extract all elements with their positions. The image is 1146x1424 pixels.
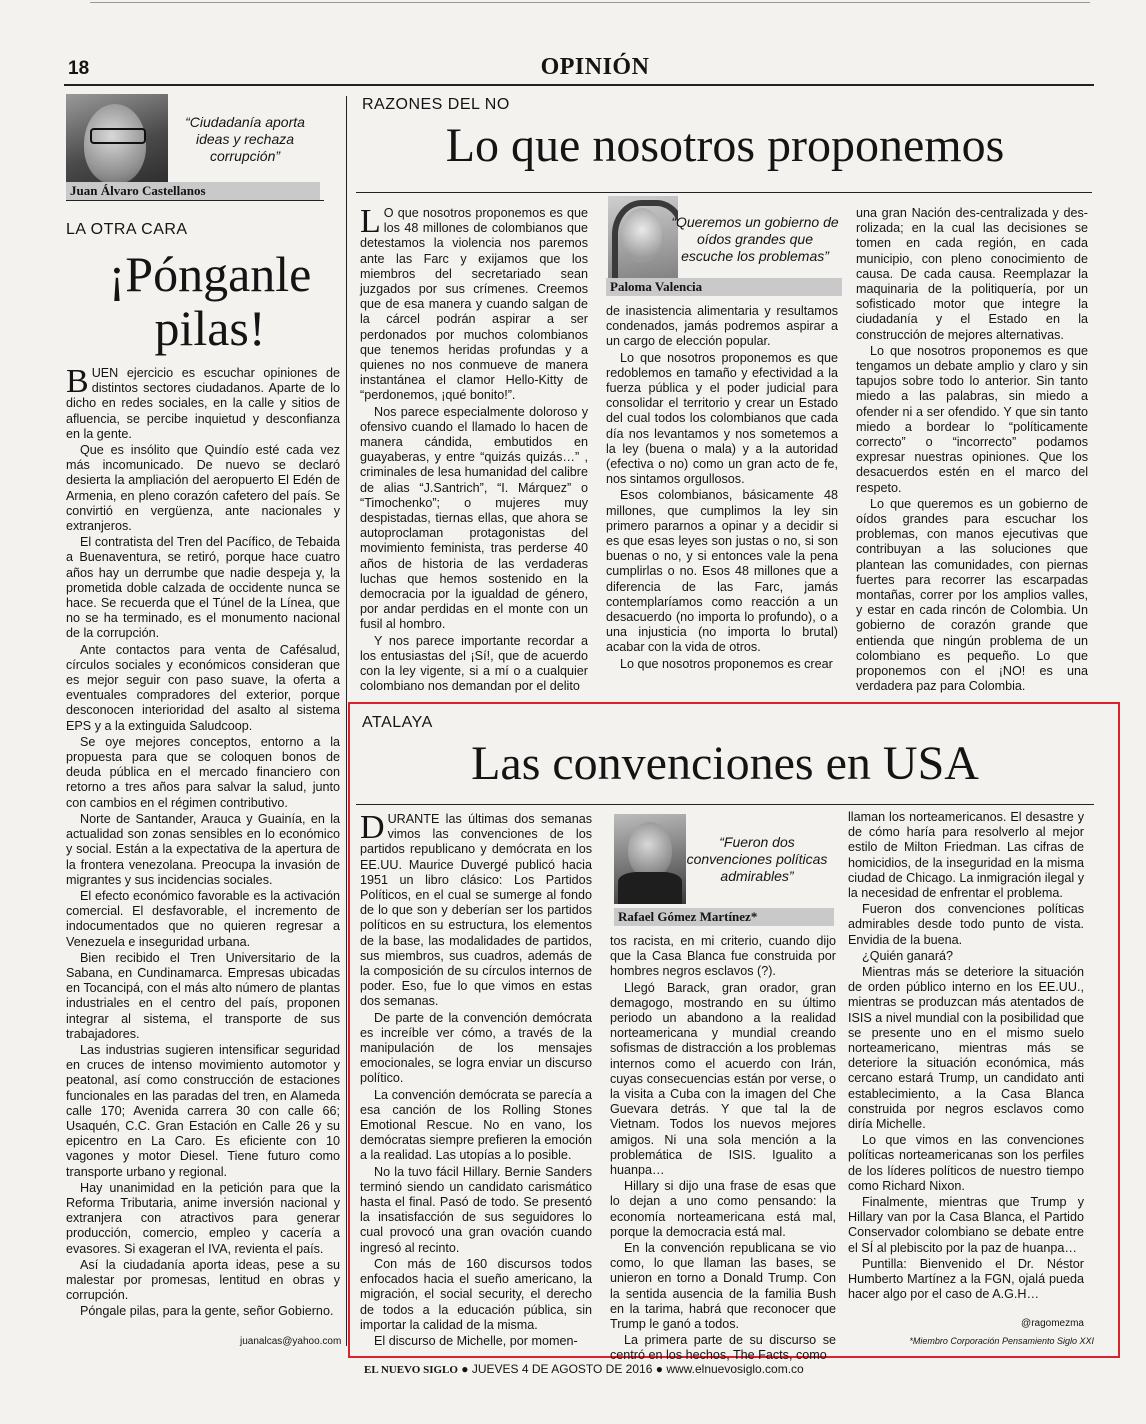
top-edge-rule xyxy=(90,2,1090,3)
bottom-paragraph: La convención demócrata se parecía a esa canción de los Rolling Stones Emotional Rescue. No en vano, los demócratas siempre prefieren la emoción a la realidad. Las utopías a lo posible. xyxy=(360,1087,592,1163)
footer-bullet-icon: ● xyxy=(655,1362,663,1376)
bottom-headline: Las convenciones en USA xyxy=(471,737,979,790)
section-title: OPINIÓN xyxy=(540,54,650,80)
bottom-col1 xyxy=(360,809,592,1350)
bottom-paragraph: Puntilla: Bienvenido el Dr. Néstor Humberto Martínez a la FGN, ojalá pueda hacer algo por el caso de A.G.H… xyxy=(848,1256,1084,1302)
left-paragraph: El contratista del Tren del Pacífico, de Tebaida a Buenaventura, se retiró, porque hace cuatro años hay un derrumbe que nadie despeja y, la prometida doble calzada de occidente nunca se hace. Se recuerda que el Túnel de la Línea, que no se ha terminado, es el monumento nacional de la corrupción. xyxy=(66,535,340,641)
bottom-col3 xyxy=(848,810,1084,1304)
top-dropcap: L xyxy=(360,203,381,240)
left-paragraph: Que es insólito que Quindío esté cada vez más incomunicado. De nuevo se declaró desierta la ampliación del aeropuerto El Edén de Armenia, en pleno corazón cafetero del país. Se convirtió en vergüenza, ante nacionales y extranjeros. xyxy=(66,443,340,534)
bottom-paragraph: Llegó Barack, gran orador, gran demagogo, mostrando en su último periodo un abandono a la realidad norteamericana y mundial creando sofismas de distracción a los problemas internos como el acuerdo con Irán, cuyas consecuencias están por verse, o la visita a Cuba con la imagen del Che Guevara detrás. Y que tal la de Vietnam. Todos los nuevos mejores amigos. Ni una sola mención a la problemática de ISIS. Igualito a huanpa… xyxy=(610,980,836,1178)
top-paragraph: O que nosotros proponemos es que los 48 millones de colombianos que detestamos la violencia nos paremos ante las Farc y exijamos que los miembros del secretariado sean juzgados por sus crímenes. Creemos que de esa manera y cuando salgan de la cárcel podrán aspirar a ser perdonados por muchos colombianos que tenemos heridas profundas y a quienes no nos conmueve de manera instantánea el clamor Hello-Kitty de “perdonemos, ¡qué bonito!”. xyxy=(360,206,588,403)
left-paragraph: Se oye mejores conceptos, entorno a la propuesta para que se coloquen bonos de deuda pública en el mercado financiero con retorno a tres años para salvar la salud, junto con cambios en el régimen contributivo. xyxy=(66,734,340,810)
left-paragraph: Así la ciudadanía aporta ideas, pese a su malestar por promesas, lentitud en obras y corrupción. xyxy=(66,1257,340,1303)
bottom-paragraph: En la convención republicana se vio como, lo que llaman las bases, se unieron en torno a Donald Trump. Con la sentida ausencia de la familia Bush en la tarima, habrá que reconocer que Trump le ganó a todos. xyxy=(610,1241,836,1332)
bottom-paragraph: Mientras más se deteriore la situación de orden público interno en los EE.UU., mientras se produzcan más atentados de ISIS a nivel mundial con la posibilidad que se presente uno en el mismo suelo norteamericano, mientras más se deteriore la situación económica, más cercano estará Trump, un candidato anti establecimiento, a la Casa Blanca construida por negros esclavos como diría Michelle. xyxy=(848,965,1084,1132)
top-author-name: Paloma Valencia xyxy=(606,278,842,296)
footer-url: www.elnuevosiglo.com.co xyxy=(666,1362,804,1376)
left-dropcap: B xyxy=(66,363,89,400)
left-paragraph: Póngale pilas, para la gente, señor Gobierno. xyxy=(80,1304,334,1319)
top-col3 xyxy=(856,206,1088,696)
top-paragraph: Esos colombianos, básicamente 48 millones, que cumplimos la ley sin primero pararnos a opinar y a decidir si es que esas leyes son justas o no, si son buenas o no, y si entonces vale la pena cumplirlas o no. Esos 48 millones que a diferencia de las Farc, jamás contemplaríamos como reacción a un desacuerdo (no importa lo profundo), o a una injusticia (no importa lo brutal) acabar con la vida de otros. xyxy=(606,488,838,655)
bottom-paragraph: La primera parte de su discurso se centró en los hechos, The Facts, como xyxy=(610,1333,836,1363)
left-paragraph: Norte de Santander, Arauca y Guainía, en la actualidad son zonas sensibles en lo económico y social. Están a la expectativa de la apertura de la frontera venezolana. Preocupa la invasión de migrantes y sus incidencias sociales. xyxy=(66,811,340,887)
bottom-paragraph: De parte de la convención demócrata es increíble ver cómo, a través de la manipulación de los mensajes emocionales, se logra enviar un discurso político. xyxy=(360,1010,592,1086)
top-paragraph: de inasistencia alimentaria y resultamos condenados, jamás podremos aspirar a un cargo de elección popular. xyxy=(606,304,838,349)
left-column-divider xyxy=(346,96,347,1346)
bottom-paragraph: Lo que vimos en las convenciones políticas norteamericanas son los perfiles de los líderes políticos de nuestro tiempo como Richard Nixon. xyxy=(848,1133,1084,1193)
top-paragraph: Nos parece especialmente doloroso y ofensivo cuando el llamado lo hacen de manera cándida, embutidos en guayaberas, y entre “quizás quizás…” , criminales de lesa humanidad del calibre de alias “J.Santrich”, “I. Márquez” o “Timochenko”; o mujeres muy despistadas, tiernas ellas, que ahora se autoproclaman protagonistas del movimiento feminista, tras perderse 40 años de historia de las verdaderas luchas que hemos sostenido en la democracia por la igualdad de género, por andar perdidas en el monte con un fusil al hombro. xyxy=(360,404,588,632)
author-photo-top xyxy=(608,196,678,288)
bottom-twitter: @ragomezma xyxy=(1021,1318,1084,1329)
bottom-paragraph: Hillary si dijo una frase de esas que lo dejan a uno como pensando: la economía norteamericana está mal, porque la democracia está mal. xyxy=(610,1179,836,1239)
bottom-paragraph: ¿Quién ganará? xyxy=(862,948,954,963)
header-rule xyxy=(64,84,1094,86)
bottom-dropcap: D xyxy=(360,809,385,846)
bottom-footnote: *Miembro Corporación Pensamiento Siglo XXI xyxy=(909,1336,1094,1346)
bottom-paragraph: llaman los norteamericanos. El desastre y de cómo haría para resolverlo al mejor estilo de Milton Friedman. Las cifras de homicidios, de la inseguridad en la misma ciudad de Chicago. La inmigración ilegal y la necesidad de enfrentar el problema. xyxy=(848,810,1084,901)
bottom-paragraph: Finalmente, mientras que Trump y Hillary van por la Casa Blanca, el Partido Conservador colombiano se debate entre el SÍ al plebiscito por la paz de huanpa… xyxy=(848,1195,1084,1255)
left-paragraph: El efecto económico favorable es la activación comercial. El desfavorable, el incremento de indocumentados que no quieren regresar a Venezuela e inseguridad urbana. xyxy=(66,888,340,949)
left-pull-quote: “Ciudadanía aporta ideas y rechaza corrupción” xyxy=(185,114,305,164)
left-paragraph: Las industrias sugieren intensificar seguridad en cruces de intenso movimiento automotor y peatonal, así como construcción de estaciones funcionales en las paradas del tren, en Alameda calle 170; Avenida carrera 30 con calle 66; Usaquén, C.C. Gran Estación en Calle 26 y su epicentro en La Caro. Es eficiente con 10 vagones y motor Diesel. Tiene futuro como transporte urbano y regional. xyxy=(66,1042,340,1179)
bottom-paragraph: El discurso de Michelle, por momen- xyxy=(374,1333,578,1348)
author-photo-bottom xyxy=(614,814,686,904)
top-paragraph: Lo que nosotros proponemos es que redoblemos en tamaño y efectividad a la fuerza pública y el poder judicial para consolidar el territorio y crear un Estado del cual todos los colombianos que cada día nos levantamos y nos sometemos a la ley (buena o mala) y a la autoridad (efectiva o no) como un gran acto de fe, nos sintamos orgullosos. xyxy=(606,350,838,487)
top-pull-quote: “Queremos un gobierno de oídos grandes que escuche los problemas” xyxy=(671,214,839,264)
left-headline-line2: pilas! xyxy=(154,300,266,356)
page-number: 18 xyxy=(68,58,90,79)
author-photo-left xyxy=(66,94,168,190)
bottom-col2 xyxy=(610,934,836,1365)
left-headline-line1: ¡Pónganle xyxy=(108,246,312,302)
bottom-paragraph: tos racista, en mi criterio, cuando dijo que la Casa Blanca fue construida por hombres negros esclavos (?). xyxy=(610,934,836,979)
bottom-paragraph: Fueron dos convenciones políticas admirables desde todo punto de vista. Envidia de la buena. xyxy=(848,902,1084,947)
left-author-rule xyxy=(66,200,324,201)
footer-bar xyxy=(364,1360,924,1378)
bottom-paragraph: Con más de 160 discursos todos enfocados hacia el sueño americano, la migración, el social security, el derecho de todos a la educación pública, sin importar la calidad de la misma. xyxy=(360,1256,592,1332)
left-article-body xyxy=(66,363,340,1321)
left-email: juanalcas@yahoo.com xyxy=(240,1336,342,1347)
top-paragraph: Lo que nosotros proponemos es que tengamos un debate amplio y claro y sin tapujos sobre todo lo anterior. Sin tanto miedo a las palabras, sin miedo a ofender ni a ser ofendido. Y que sin tanto miedo a bordear lo “políticamente correcto” o “incorrecto” podamos expresar nuestras opiniones. Que los desacuerdos estén en el marco del respeto. xyxy=(856,343,1088,495)
top-paragraph: una gran Nación des-centralizada y des-rolizada; en la cual las decisiones se tomen en cada región, en cada municipio, con pleno conocimiento de causa. De cada causa. Reemplazar la maquinaria de la politiquería, por un sofisticado motor que integre la ciudadanía y el Estado en la construcción de mejores alternativas. xyxy=(856,206,1088,342)
top-col1 xyxy=(360,203,588,696)
top-col2 xyxy=(606,304,838,673)
footer-paper-name: EL NUEVO SIGLO xyxy=(364,1364,458,1376)
left-paragraph: Hay unanimidad en la petición para que la Reforma Tributaria, anime inversión nacional y extranjera con atractivos para generar producción, comercio, empleo y cacería a evasores. Si exageran el IVA, revienta el país. xyxy=(66,1180,340,1256)
bottom-kicker: ATALAYA xyxy=(362,714,433,731)
bottom-paragraph: URANTE las últimas dos semanas vimos las convenciones de los partidos republicano y demócrata en los EE.UU. Maurice Duvergé publicó hacia 1951 un libro clásico: Los Partidos Políticos, en el cual se sumerge al fondo de lo que son y deberían ser los partidos políticos en su estructura, los elementos de la base, las modalidades de partidos, sus miembros, sus cuadros, además de la composición de su círculos internos de poder. Eso, fue lo que vimos en estas dos semanas. xyxy=(360,812,592,1009)
left-author-name: Juan Álvaro Castellanos xyxy=(66,182,320,200)
footer-date: JUEVES 4 DE AGOSTO DE 2016 xyxy=(471,1362,653,1376)
top-headline: Lo que nosotros proponemos xyxy=(445,119,1005,172)
left-paragraph: UEN ejercicio es escuchar opiniones de distintos sectores ciudadanos. Aparte de lo dicho en redes sociales, en la calle y sitios de afluencia, se percibe inquietud y desconfianza en la gente. xyxy=(66,366,340,441)
left-paragraph: Ante contactos para venta de Cafésalud, círculos sociales y económicos consideran que es mejor seguir con paso suave, la oferta a eventuales compradores del exterior, porque desconocen interioridad del asalto al sistema EPS y a la extinguida Saludcoop. xyxy=(66,642,340,733)
left-kicker: LA OTRA CARA xyxy=(66,221,188,238)
top-paragraph: Lo que nosotros proponemos es crear xyxy=(620,656,833,671)
top-headline-rule xyxy=(356,192,1092,193)
bottom-headline-rule xyxy=(356,804,1094,805)
bottom-author-name: Rafael Gómez Martínez* xyxy=(614,908,834,926)
footer-bullet-icon: ● xyxy=(461,1362,469,1376)
top-paragraph: Y nos parece importante recordar a los entusiastas del ¡Sí!, que de acuerdo con la ley vigente, si a mí o a cualquier colombiano nos demandan por el delito xyxy=(360,633,588,694)
left-paragraph: Bien recibido el Tren Universitario de la Sabana, en Cundinamarca. Empresas ubicadas en Tocancipá, con el más alto número de plantas industriales en el centro del país, proponen integrar al sistema, el transporte de sus trabajadores. xyxy=(66,950,340,1041)
bottom-pull-quote: “Fueron dos convenciones políticas admirables” xyxy=(686,834,828,884)
top-paragraph: Lo que queremos es un gobierno de oídos grandes para escuchar los problemas, con manos ejecutivas que contribuyan a las soluciones que plantean las comunidades, con piernas fuertes para recorrer las escarpadas montañas, correr por los amplios valles, y estar en cada rincón de Colombia. Un gobierno de corazón grande que entienda que ningún problema de un colombiano es pequeño. Lo que proponemos con el ¡NO! es una verdadera paz para Colombia. xyxy=(856,496,1088,694)
bottom-paragraph: No la tuvo fácil Hillary. Bernie Sanders terminó siendo un candidato carismático hasta el final. Pasó de todo. Se presentó la insatisfacción de sus seguidores lo cual provocó una gran ovación cuando ingresó al recinto. xyxy=(360,1164,592,1255)
top-kicker: RAZONES DEL NO xyxy=(362,96,510,113)
